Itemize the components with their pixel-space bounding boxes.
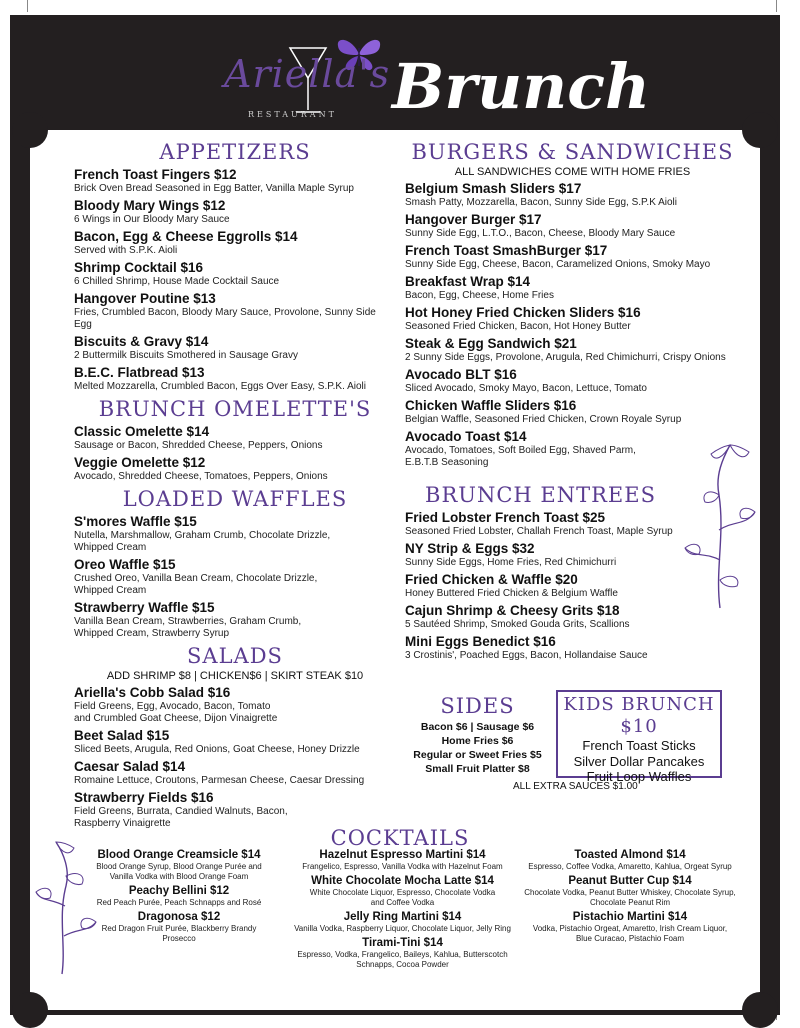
item-desc: E.B.T.B Seasoning bbox=[405, 457, 489, 468]
menu-item bbox=[74, 684, 396, 725]
item-name: Ariella's Cobb Salad $16 bbox=[74, 685, 231, 700]
menu-item bbox=[405, 273, 740, 302]
left-column bbox=[74, 140, 396, 830]
item-desc: 5 Sautéed Shrimp, Smoked Gouda Grits, Scallions bbox=[405, 619, 630, 630]
sides-line: Regular or Sweet Fries $5 bbox=[413, 749, 542, 761]
item-desc: Served with S.P.K. Aioli bbox=[74, 245, 178, 256]
menu-item bbox=[74, 259, 396, 288]
waffles-heading: LOADED WAFFLES bbox=[122, 487, 348, 511]
kids-line: Fruit Loop Waffles bbox=[586, 769, 692, 784]
page-title: Brunch bbox=[392, 50, 651, 123]
item-name: Belgium Smash Sliders $17 bbox=[405, 181, 582, 196]
cocktails-left bbox=[86, 846, 272, 944]
cocktail-name: Toasted Almond $14 bbox=[574, 849, 686, 861]
item-name: Biscuits & Gravy $14 bbox=[74, 334, 209, 349]
item-desc: Bacon, Egg, Cheese, Home Fries bbox=[405, 290, 554, 301]
item-name: Strawberry Waffle $15 bbox=[74, 600, 215, 615]
item-name: Chicken Waffle Sliders $16 bbox=[405, 398, 577, 413]
menu-item bbox=[405, 397, 740, 426]
cocktail-name: Peanut Butter Cup $14 bbox=[568, 875, 692, 887]
item-name: Mini Eggs Benedict $16 bbox=[405, 634, 556, 649]
kids-heading: KIDS BRUNCH $10 bbox=[563, 694, 715, 737]
item-name: Veggie Omelette $12 bbox=[74, 455, 206, 470]
cocktail-desc: and Coffee Vodka bbox=[370, 898, 435, 907]
cocktail-desc: Chocolate Vodka, Peanut Butter Whiskey, Chocolate Syrup, bbox=[524, 888, 736, 897]
menu-item bbox=[405, 335, 740, 364]
kids-line: Silver Dollar Pancakes bbox=[573, 753, 705, 769]
salads-note: ADD SHRIMP $8 | CHICKEN$6 | SKIRT STEAK $10 bbox=[106, 670, 364, 682]
cocktail-name: Dragonosa $12 bbox=[137, 911, 221, 923]
item-name: Breakfast Wrap $14 bbox=[405, 274, 531, 289]
item-desc: Melted Mozzarella, Crumbled Bacon, Eggs Over Easy, S.P.K. Aioli bbox=[74, 381, 366, 392]
kids-line: French Toast Sticks bbox=[582, 738, 696, 753]
menu-item bbox=[405, 428, 740, 469]
item-desc: Fries, Crumbled Bacon, Bloody Mary Sauce, Provolone, Sunny Side Egg bbox=[74, 307, 376, 330]
menu-item bbox=[74, 727, 396, 756]
item-desc: Sunny Side Egg, L.T.O., Bacon, Cheese, Bloody Mary Sauce bbox=[405, 228, 676, 239]
extra-sauces-note: ALL EXTRA SAUCES $1.00 bbox=[513, 781, 638, 792]
item-name: Steak & Egg Sandwich $21 bbox=[405, 336, 577, 351]
entrees-heading: BRUNCH ENTREES bbox=[425, 483, 656, 507]
menu-item bbox=[405, 304, 740, 333]
item-desc: Sliced Beets, Arugula, Red Onions, Goat Cheese, Honey Drizzle bbox=[74, 744, 360, 755]
corner-notch bbox=[742, 992, 778, 1028]
menu-item bbox=[74, 513, 396, 554]
item-name: Bacon, Egg & Cheese Eggrolls $14 bbox=[74, 229, 298, 244]
cocktail-name: Hazelnut Espresso Martini $14 bbox=[319, 849, 486, 861]
menu-item bbox=[74, 166, 396, 195]
item-name: Classic Omelette $14 bbox=[74, 424, 210, 439]
item-desc: Field Greens, Burrata, Candied Walnuts, Bacon, bbox=[74, 806, 288, 817]
menu-item bbox=[405, 602, 740, 631]
cocktail-desc: White Chocolate Liquor, Espresso, Chocolate Vodka bbox=[309, 888, 496, 897]
menu-item bbox=[405, 180, 740, 209]
cocktail-name: Peachy Bellini $12 bbox=[128, 885, 230, 897]
item-desc: Belgian Waffle, Seasoned Fried Chicken, Crown Royale Syrup bbox=[405, 414, 682, 425]
cocktail-desc: Espresso, Vodka, Frangelico, Baileys, Kahlua, Butterscotch bbox=[297, 950, 508, 959]
cocktail-name: Jelly Ring Martini $14 bbox=[343, 911, 462, 923]
item-name: Caesar Salad $14 bbox=[74, 759, 186, 774]
item-desc: Sliced Avocado, Smoky Mayo, Bacon, Lettuce, Tomato bbox=[405, 383, 647, 394]
kids-menu-box bbox=[556, 690, 722, 784]
item-desc: Avocado, Tomatoes, Soft Boiled Egg, Shaved Parm, bbox=[405, 445, 636, 456]
item-name: Avocado Toast $14 bbox=[405, 429, 527, 444]
item-desc: Nutella, Marshmallow, Graham Crumb, Chocolate Drizzle, bbox=[74, 530, 331, 541]
menu-item bbox=[74, 333, 396, 362]
item-desc: Sunny Side Egg, Cheese, Bacon, Caramelized Onions, Smoky Mayo bbox=[405, 259, 711, 270]
menu-item bbox=[74, 789, 396, 830]
item-desc: Sausage or Bacon, Shredded Cheese, Peppers, Onions bbox=[74, 440, 323, 451]
item-desc: 2 Buttermilk Biscuits Smothered in Sausage Gravy bbox=[74, 350, 298, 361]
item-name: Avocado BLT $16 bbox=[405, 367, 517, 382]
sides-line: Small Fruit Platter $8 bbox=[425, 763, 530, 775]
cocktail-desc: Chocolate Peanut Rim bbox=[589, 898, 671, 907]
cocktail-desc: Blue Curacao, Pistachio Foam bbox=[575, 934, 685, 943]
menu-item bbox=[405, 540, 740, 569]
item-desc: Crushed Oreo, Vanilla Bean Cream, Chocolate Drizzle, bbox=[74, 573, 318, 584]
cocktail-desc: Frangelico, Espresso, Vanilla Vodka with Hazelnut Foam bbox=[302, 862, 503, 871]
item-name: Oreo Waffle $15 bbox=[74, 557, 176, 572]
corner-notch bbox=[742, 112, 778, 148]
cocktail-desc: Vodka, Pistachio Orgeat, Amaretto, Irish Cream Liquor, bbox=[532, 924, 728, 933]
sides-line: Bacon $6 | Sausage $6 bbox=[420, 721, 535, 733]
menu-item bbox=[74, 228, 396, 257]
item-name: Hangover Poutine $13 bbox=[74, 291, 216, 306]
menu-item bbox=[405, 571, 740, 600]
item-desc: Seasoned Fried Chicken, Bacon, Hot Honey Butter bbox=[405, 321, 631, 332]
cocktail-desc: Espresso, Coffee Vodka, Amaretto, Kahlua, Orgeat Syrup bbox=[528, 862, 732, 871]
item-desc: Brick Oven Bread Seasoned in Egg Batter, Vanilla Maple Syrup bbox=[74, 183, 354, 194]
item-desc: Sunny Side Eggs, Home Fries, Red Chimichurri bbox=[405, 557, 617, 568]
menu-item bbox=[405, 242, 740, 271]
item-desc: Smash Patty, Mozzarella, Bacon, Sunny Side Egg, S.P.K Aioli bbox=[405, 197, 677, 208]
cocktail-desc: Vanilla Vodka, Raspberry Liquor, Chocolate Liquor, Jelly Ring bbox=[294, 924, 511, 933]
item-desc: Raspberry Vinaigrette bbox=[74, 818, 171, 829]
menu-item bbox=[74, 556, 396, 597]
item-name: Beet Salad $15 bbox=[74, 728, 170, 743]
item-name: Shrimp Cocktail $16 bbox=[74, 260, 204, 275]
cocktails-right bbox=[520, 846, 740, 944]
sides-section bbox=[405, 694, 550, 776]
item-desc: Vanilla Bean Cream, Strawberries, Graham Crumb, bbox=[74, 616, 302, 627]
item-desc: Field Greens, Egg, Avocado, Bacon, Tomato bbox=[74, 701, 271, 712]
menu-item bbox=[405, 633, 740, 662]
appetizers-heading: APPETIZERS bbox=[159, 140, 311, 164]
corner-notch bbox=[12, 992, 48, 1028]
item-name: Hot Honey Fried Chicken Sliders $16 bbox=[405, 305, 641, 320]
cocktail-desc: Vanilla Vodka with Blood Orange Foam bbox=[109, 872, 249, 881]
logo-subtitle: RESTAURANT bbox=[248, 110, 337, 119]
salads-heading: SALADS bbox=[187, 644, 283, 668]
item-name: Strawberry Fields $16 bbox=[74, 790, 214, 805]
cocktail-desc: Red Dragon Fruit Purée, Blackberry Brandy Prosecco bbox=[101, 924, 257, 943]
item-desc: Whipped Cream, Strawberry Syrup bbox=[74, 628, 230, 639]
corner-notch bbox=[12, 112, 48, 148]
menu-item bbox=[74, 364, 396, 393]
item-desc: Whipped Cream bbox=[74, 542, 147, 553]
cocktail-name: White Chocolate Mocha Latte $14 bbox=[311, 875, 494, 887]
item-name: French Toast Fingers $12 bbox=[74, 167, 237, 182]
menu-item bbox=[74, 758, 396, 787]
item-desc: Seasoned Fried Lobster, Challah French Toast, Maple Syrup bbox=[405, 526, 673, 537]
cocktail-name: Pistachio Martini $14 bbox=[572, 911, 688, 923]
cocktail-desc: Schnapps, Cocoa Powder bbox=[356, 960, 449, 969]
menu-item bbox=[405, 509, 740, 538]
item-name: Cajun Shrimp & Cheesy Grits $18 bbox=[405, 603, 620, 618]
item-desc: 2 Sunny Side Eggs, Provolone, Arugula, Red Chimichurri, Crispy Onions bbox=[405, 352, 726, 363]
menu-item bbox=[405, 211, 740, 240]
omelettes-heading: BRUNCH OMELETTE'S bbox=[98, 397, 372, 421]
restaurant-logo bbox=[200, 30, 651, 130]
item-desc: 6 Wings in Our Bloody Mary Sauce bbox=[74, 214, 230, 225]
item-desc: 3 Crostinis', Poached Eggs, Bacon, Hollandaise Sauce bbox=[405, 650, 648, 661]
menu-item bbox=[405, 366, 740, 395]
menu-item bbox=[74, 599, 396, 640]
item-name: French Toast SmashBurger $17 bbox=[405, 243, 608, 258]
menu-item bbox=[74, 423, 396, 452]
sides-line: Home Fries $6 bbox=[441, 735, 514, 747]
menu-item bbox=[74, 197, 396, 226]
item-desc: Romaine Lettuce, Croutons, Parmesan Cheese, Caesar Dressing bbox=[74, 775, 365, 786]
item-name: Fried Lobster French Toast $25 bbox=[405, 510, 606, 525]
item-name: B.E.C. Flatbread $13 bbox=[74, 365, 205, 380]
item-desc: and Crumbled Goat Cheese, Dijon Vinaigrette bbox=[74, 713, 278, 724]
cocktails-middle bbox=[290, 846, 515, 970]
cocktail-name: Tirami-Tini $14 bbox=[362, 937, 443, 949]
sides-heading: SIDES bbox=[440, 694, 515, 718]
right-column bbox=[405, 140, 740, 662]
item-desc: Avocado, Shredded Cheese, Tomatoes, Peppers, Onions bbox=[74, 471, 328, 482]
cocktail-name: Blood Orange Creamsicle $14 bbox=[97, 849, 261, 861]
item-name: NY Strip & Eggs $32 bbox=[405, 541, 535, 556]
menu-item bbox=[74, 290, 396, 331]
burgers-heading: BURGERS & SANDWICHES bbox=[411, 140, 734, 164]
item-desc: Whipped Cream bbox=[74, 585, 147, 596]
cocktail-desc: Blood Orange Syrup, Blood Orange Purée and bbox=[96, 862, 262, 871]
item-desc: Honey Buttered Fried Chicken & Belgium Waffle bbox=[405, 588, 618, 599]
cocktail-desc: Red Peach Purée, Peach Schnapps and Rosé bbox=[96, 898, 262, 907]
menu-item bbox=[74, 454, 396, 483]
item-name: S'mores Waffle $15 bbox=[74, 514, 197, 529]
burgers-note: ALL SANDWICHES COME WITH HOME FRIES bbox=[454, 166, 691, 178]
item-name: Bloody Mary Wings $12 bbox=[74, 198, 226, 213]
cocktails-heading: COCKTAILS bbox=[330, 826, 470, 850]
item-desc: 6 Chilled Shrimp, House Made Cocktail Sauce bbox=[74, 276, 280, 287]
logo-script: Ariella's bbox=[224, 52, 391, 96]
item-name: Fried Chicken & Waffle $20 bbox=[405, 572, 578, 587]
item-name: Hangover Burger $17 bbox=[405, 212, 542, 227]
